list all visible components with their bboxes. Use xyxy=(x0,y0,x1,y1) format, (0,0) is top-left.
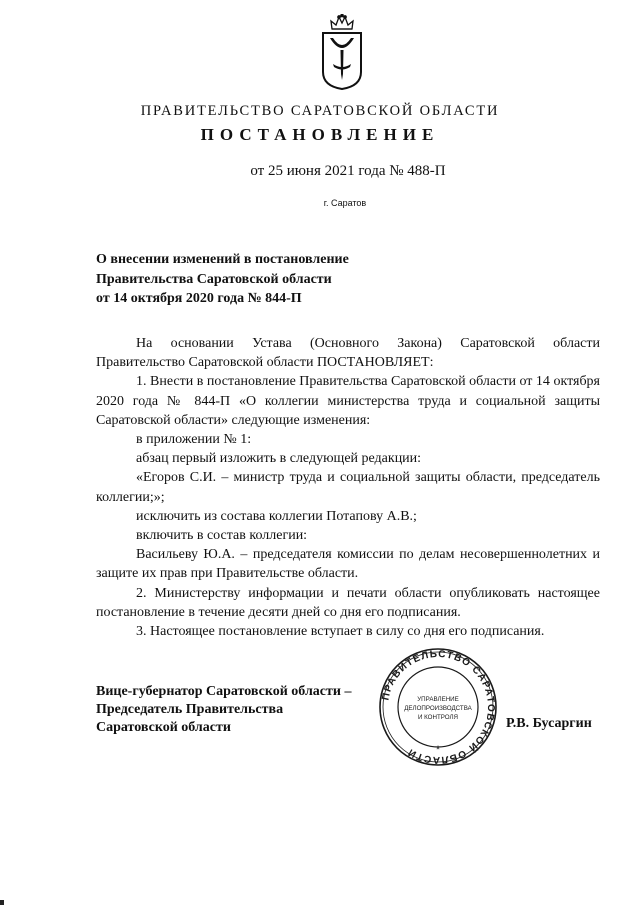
signature-line: Вице-губернатор Саратовской области – xyxy=(96,684,352,699)
body-paragraph: 1. Внести в постановление Правительства Саратовской области от 14 октября 2020 года № 844-П «О коллегии министерства труда и социальной защиты Саратовской области» следующие изменения: xyxy=(96,374,600,428)
signature-line: Саратовской области xyxy=(96,719,231,735)
body-paragraph: Васильеву Ю.А. – председателя комиссии по делам несовершеннолетних и защите их прав при Правительстве области. xyxy=(96,547,600,582)
body-paragraph: исключить из состава коллегии Потапову А.В.; xyxy=(136,508,417,524)
body-paragraph: включить в состав коллегии: xyxy=(136,528,308,544)
subject-line: О внесении изменений в постановление xyxy=(96,252,349,267)
stamp-outer-text: ПРАВИТЕЛЬСТВО САРАТОВСКОЙ ОБЛАСТИ xyxy=(380,648,497,766)
document-city: г. Саратов xyxy=(323,198,367,208)
subject-line: от 14 октября 2020 года № 844-П xyxy=(96,291,302,306)
stamp-inner-line: ДЕЛОПРОИЗВОДСТВА xyxy=(404,705,472,712)
government-title: ПРАВИТЕЛЬСТВО САРАТОВСКОЙ ОБЛАСТИ xyxy=(140,103,500,119)
scan-mark xyxy=(0,900,4,905)
stamp-star: * xyxy=(435,744,441,756)
subject-line: Правительства Саратовской области xyxy=(96,271,332,287)
stamp-inner-line: И КОНТРОЛЯ xyxy=(417,714,459,721)
stamp-inner-line: УПРАВЛЕНИЕ xyxy=(417,696,459,703)
body-paragraph: «Егоров С.И. – министр труда и социальной защиты области, председатель коллегии;»; xyxy=(96,470,600,505)
official-stamp xyxy=(378,647,498,767)
document-subject xyxy=(96,250,426,309)
document-body xyxy=(96,334,600,641)
body-paragraph: 2. Министерству информации и печати области опубликовать настоящее постановление в течение десяти дней со дня его подписания. xyxy=(96,585,600,620)
body-paragraph: На основании Устава (Основного Закона) Саратовской области Правительство Саратовской области ПОСТАНОВЛЯЕТ: xyxy=(96,336,600,371)
coat-of-arms-icon xyxy=(320,14,364,90)
body-paragraph: абзац первый изложить в следующей редакции: xyxy=(136,451,422,467)
document-type: ПОСТАНОВЛЕНИЕ xyxy=(200,125,440,144)
document-date-number: от 25 июня 2021 года № 488-П xyxy=(250,163,446,179)
signer-name: Р.В. Бусаргин xyxy=(506,716,592,731)
body-paragraph: в приложении № 1: xyxy=(136,432,252,448)
body-paragraph: 3. Настоящее постановление вступает в силу со дня его подписания. xyxy=(136,624,545,640)
signature-line: Председатель Правительства xyxy=(96,701,284,717)
signature-title xyxy=(96,683,396,736)
